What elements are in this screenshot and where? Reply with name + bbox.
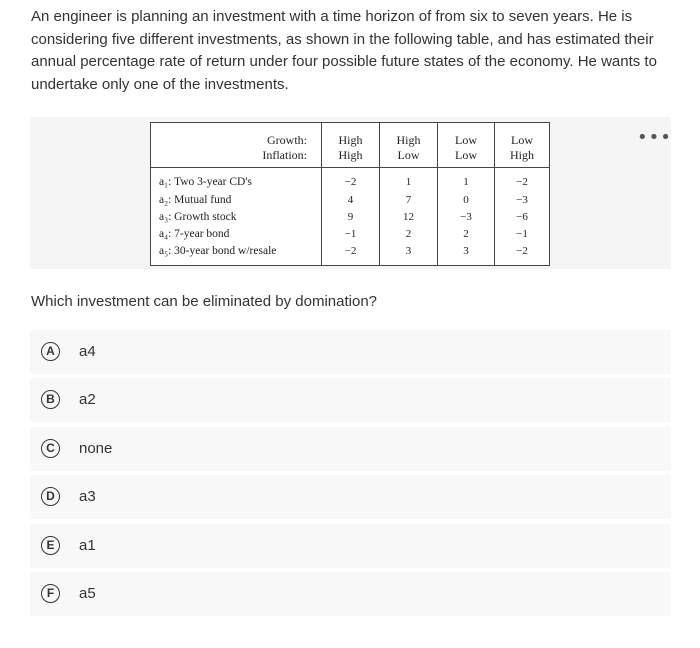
option-a[interactable] [30, 330, 671, 374]
option-b[interactable] [30, 378, 671, 422]
table-cell: 1 [463, 176, 469, 188]
table-cell: 2 [463, 228, 469, 240]
option-letter-badge: D [41, 487, 60, 506]
question-text: An engineer is planning an investment with a time horizon of from six to seven years. He is considering five different investments, as shown in the following table, and has estimated their annual percentage rate of return under four possible future states of the economy. He wants to undertake only one of the investments. [31, 8, 657, 93]
column-growth-head: High [338, 133, 363, 147]
option-text: a5 [79, 585, 96, 602]
table-header-divider [151, 167, 549, 168]
column-growth-head: Low [511, 133, 533, 147]
table-divider [379, 123, 380, 265]
column-growth-head: Low [455, 133, 477, 147]
table-cell: 3 [405, 245, 412, 257]
table-cell: −1 [344, 228, 357, 240]
column-low-high [495, 123, 549, 265]
option-e[interactable] [30, 524, 671, 568]
option-text: a3 [79, 488, 96, 505]
option-f[interactable] [30, 572, 671, 616]
row-label-a5: a₅: 30-year bond w/resale [159, 245, 277, 257]
table-divider [494, 123, 495, 265]
row-label-a1: a₁: Two 3-year CD's [159, 176, 252, 188]
option-c[interactable] [30, 427, 671, 471]
question-prompt: Which investment can be eliminated by domination? [31, 293, 378, 310]
more-horizontal-icon[interactable]: ••• [637, 127, 672, 148]
row-label-a3: a₃: Growth stock [159, 211, 237, 223]
column-inflation-head: Low [397, 148, 420, 162]
option-text: a2 [79, 391, 96, 408]
table-cell: −2 [516, 245, 528, 257]
option-d[interactable] [30, 475, 671, 519]
option-text: a1 [79, 537, 96, 554]
option-text: none [79, 440, 113, 457]
column-high-low [380, 123, 437, 265]
column-high-high [322, 123, 379, 265]
table-cell: −3 [460, 211, 472, 223]
table-cell: 7 [405, 194, 412, 206]
table-cell: 9 [347, 211, 354, 223]
table-cell: 0 [463, 194, 469, 206]
table-cell: 2 [405, 228, 412, 240]
growth-header-label: Growth: [267, 133, 307, 147]
table-cell: 3 [463, 245, 469, 257]
option-letter-badge: F [41, 584, 60, 603]
table-cell: 1 [405, 176, 412, 188]
option-letter-badge: C [41, 439, 60, 458]
payoff-table [150, 122, 550, 266]
column-growth-head: High [396, 133, 421, 147]
table-cell: −6 [516, 211, 528, 223]
option-letter-badge: A [41, 342, 60, 361]
table-cell: 12 [403, 211, 414, 223]
column-low-low [438, 123, 494, 265]
label-column [151, 123, 321, 265]
table-cell: 4 [347, 194, 354, 206]
row-label-a4: a₄: 7-year bond [159, 228, 230, 240]
table-cell: −2 [516, 176, 528, 188]
table-cell: −2 [344, 176, 357, 188]
inflation-header-label: Inflation: [262, 148, 307, 162]
table-divider [437, 123, 438, 265]
row-label-a2: a₂: Mutual fund [159, 194, 232, 206]
column-inflation-head: High [510, 148, 534, 162]
table-cell: −2 [344, 245, 357, 257]
table-cell: −3 [516, 194, 528, 206]
column-inflation-head: High [338, 148, 363, 162]
option-letter-badge: B [41, 390, 60, 409]
table-cell: −1 [516, 228, 528, 240]
table-divider [321, 123, 322, 265]
option-text: a4 [79, 343, 96, 360]
column-inflation-head: Low [455, 148, 477, 162]
option-letter-badge: E [41, 536, 60, 555]
